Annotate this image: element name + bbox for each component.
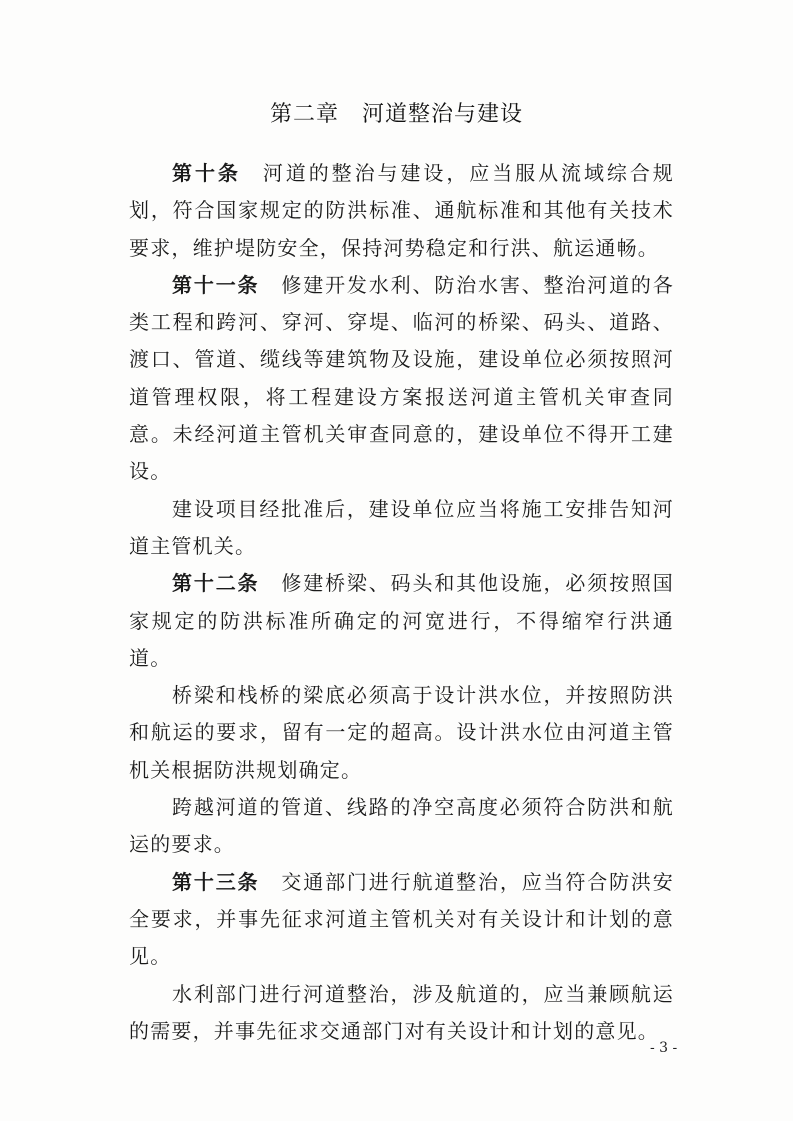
article-number: 第十二条	[172, 571, 260, 596]
paragraph-text: 修建开发水利、防治水害、整治河道的各类工程和跨河、穿河、穿堤、临河的桥梁、码头、道路、渡口、管道、缆线等建筑物及设施，建设单位必须按照河道管理权限，将工程建设方案报送河道主管机关审查同意。未经河道主管机关审查同意的，建设单位不得开工建设。	[129, 272, 674, 484]
paragraph-text: 建设项目经批准后，建设单位应当将施工安排告知河道主管机关。	[129, 496, 674, 558]
paragraph	[129, 976, 674, 1051]
paragraph-article-11	[129, 267, 674, 491]
page-number: - 3 -	[650, 1040, 678, 1056]
paragraph-text: 桥梁和栈桥的梁底必须高于设计洪水位，并按照防洪和航运的要求，留有一定的超高。设计洪水位由河道主管机关根据防洪规划确定。	[129, 683, 674, 782]
paragraph-text: 水利部门进行河道整治，涉及航道的，应当兼顾航运的需要，并事先征求交通部门对有关设计和计划的意见。	[129, 981, 674, 1043]
paragraph-text: 修建桥梁、码头和其他设施，必须按照国家规定的防洪标准所确定的河宽进行，不得缩窄行洪通道。	[129, 571, 674, 670]
paragraph-article-13	[129, 864, 674, 976]
paragraph	[129, 789, 674, 864]
paragraph-text: 跨越河道的管道、线路的净空高度必须符合防洪和航运的要求。	[129, 795, 674, 857]
article-number: 第十一条	[172, 272, 260, 297]
paragraph-text: 交通部门进行航道整治，应当符合防洪安全要求，并事先征求河道主管机关对有关设计和计划的意见。	[129, 869, 674, 969]
article-number: 第十条	[172, 161, 241, 185]
paragraph-article-12	[129, 565, 674, 677]
paragraph	[129, 491, 674, 566]
paragraph	[129, 677, 674, 789]
paragraph-text: 河道的整治与建设，应当服从流域综合规划，符合国家规定的防洪标准、通航标准和其他有关技术要求，维护堤防安全，保持河势稳定和行洪、航运通畅。	[129, 161, 674, 260]
chapter-title: 第二章 河道整治与建设	[269, 102, 523, 127]
paragraph-article-10	[129, 155, 674, 267]
article-number: 第十三条	[172, 869, 260, 894]
body-text	[129, 155, 674, 1050]
